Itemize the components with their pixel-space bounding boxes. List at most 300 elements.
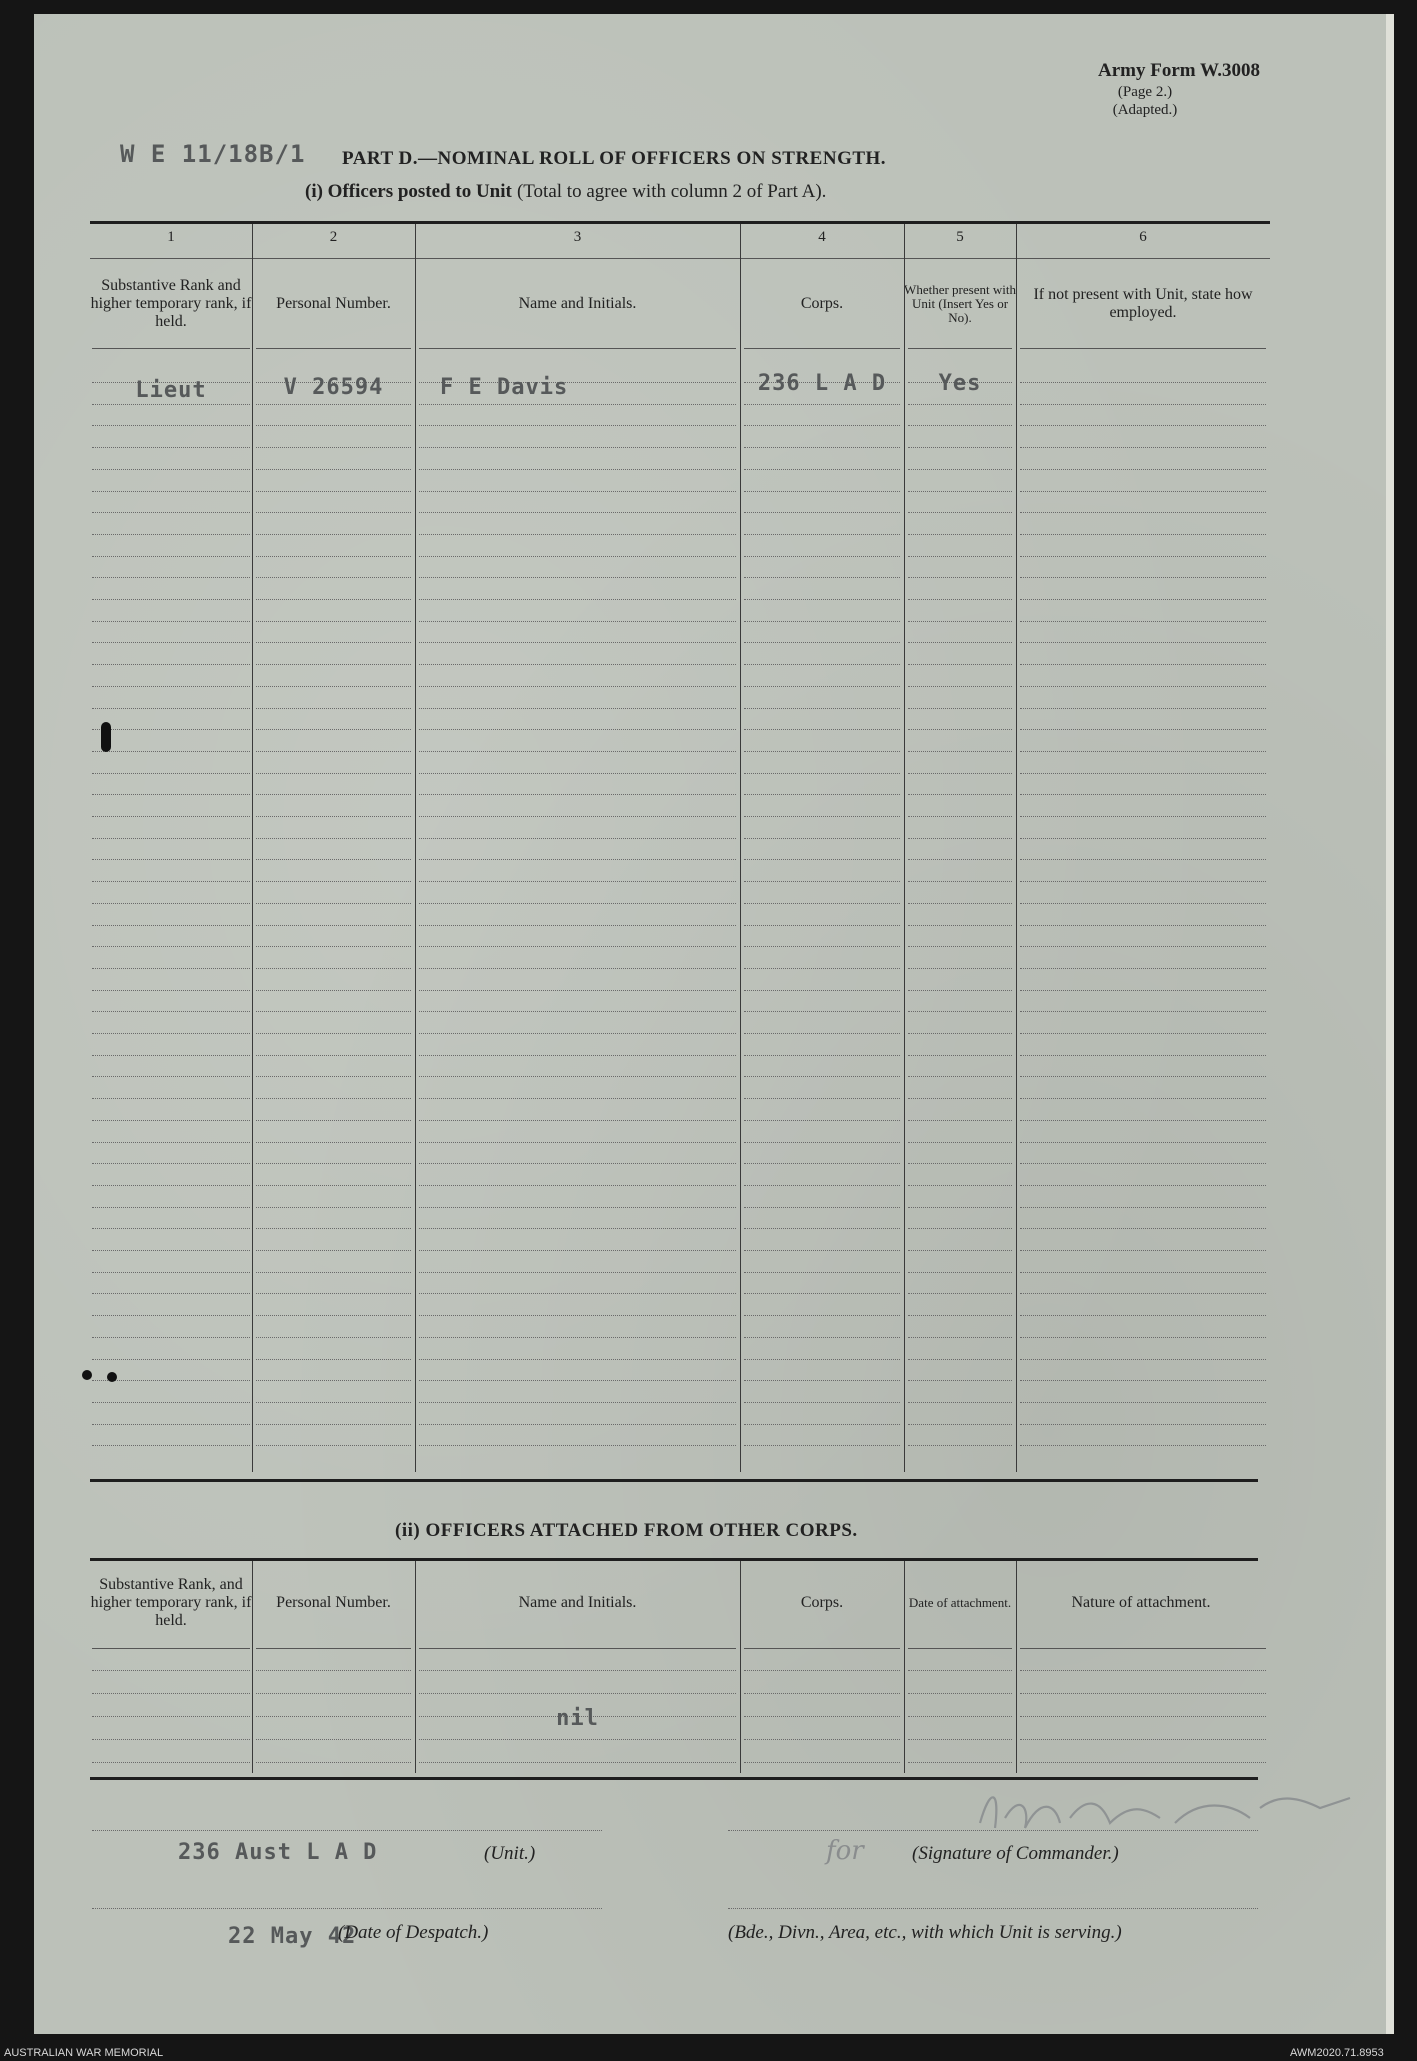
table1-row-rule [744,1272,900,1273]
table1-row-rule [256,664,411,665]
table1-row-rule [744,577,900,578]
table1-row-rule [1020,1185,1266,1186]
table1-row-rule [908,1120,1012,1121]
table1-row-rule [92,1163,250,1164]
table1-row-rule [744,794,900,795]
table1-row-rule [1020,1207,1266,1208]
table1-row-rule [744,816,900,817]
table1-row-rule [744,1315,900,1316]
table1-row-rule [256,469,411,470]
table1-row-rule [92,599,250,600]
table1-row-rule [92,686,250,687]
table1-row-rule [419,708,736,709]
table1-number-rule [90,258,1270,259]
table1-row-rule [419,1120,736,1121]
part-d-title: PART D.—NOMINAL ROLL OF OFFICERS ON STRENGTH. [342,148,887,169]
table1-row-rule [1020,1120,1266,1121]
table1-row-rule [419,534,736,535]
table1-row-rule [92,816,250,817]
table1-row-rule [92,903,250,904]
header-present: Whether present with Unit (Insert Yes or No). [904,282,1016,325]
table1-row-rule [1020,1272,1266,1273]
table1-row-rule [256,903,411,904]
table1-row-rule [256,859,411,860]
table1-row-rule [908,534,1012,535]
table1-row-rule [908,1359,1012,1360]
table1-row-rule [1020,512,1266,513]
sheet-edge [1386,14,1394,2034]
table1-row-rule [744,1402,900,1403]
punch-hole-mark [101,722,111,752]
table1-row-rule [256,1293,411,1294]
table1-row-rule [744,903,900,904]
table1-row-rule [256,599,411,600]
part-d-subtitle [305,181,1065,203]
table1-row-rule [256,1445,411,1446]
table1-row-rule [908,577,1012,578]
table1-row-rule [908,642,1012,643]
table1-row-rule [419,404,736,405]
table1-row-rule [419,1445,736,1446]
t2-header-rank: Substantive Rank, and higher temporary rank, if held. [90,1576,252,1629]
table1-row-rule [419,1207,736,1208]
archive-id: AWM2020.71.8953 [1290,2047,1384,2059]
table1-row-rule [744,1359,900,1360]
table1-row-rule [908,1315,1012,1316]
table1-row-rule [256,577,411,578]
table1-row-rule [1020,968,1266,969]
table1-row-rule [908,491,1012,492]
table1-row-rule [419,881,736,882]
table1-row-rule [1020,599,1266,600]
table1-row-rule [92,838,250,839]
table1-row-rule [256,1337,411,1338]
table1-row-rule [908,946,1012,947]
table1-row-rule [1020,534,1266,535]
table1-row-rule [1020,990,1266,991]
table1-row-rule [1020,556,1266,557]
table1-row-rule [256,642,411,643]
table1-row-rule [256,1163,411,1164]
table1-row-rule [744,968,900,969]
table1-row-rule [92,1228,250,1229]
table1-row-rule [419,968,736,969]
hdr-sep-4 [744,348,900,349]
table1-row-rule [419,1055,736,1056]
table1-row-rule [908,469,1012,470]
table1-row-rule [92,1185,250,1186]
table1-row-rule [1020,686,1266,687]
table1-row-rule [256,1424,411,1425]
table1-row-rule [92,1076,250,1077]
t2-header-date: Date of attachment. [908,1595,1012,1610]
table1-row-rule [744,642,900,643]
table1-row-rule [419,1250,736,1251]
table1-row-rule [1020,577,1266,578]
table2-row-rule [908,1762,1012,1763]
table2-row-rule [256,1739,411,1740]
form-adapted: (Adapted.) [1112,102,1178,118]
table1-row-rule [1020,1228,1266,1229]
table1-row-rule [419,946,736,947]
table1-row-rule [92,1250,250,1251]
hdr-sep-2 [256,348,411,349]
table2-row-rule [92,1762,250,1763]
table1-row-rule [92,425,250,426]
table1-row-rule [1020,664,1266,665]
table1-row-rule [908,1033,1012,1034]
table1-row-rule [744,1228,900,1229]
table2-row-rule [744,1716,900,1717]
table1-row-rule [1020,816,1266,817]
table1-row-rule [908,1207,1012,1208]
table1-row-rule [419,1011,736,1012]
table2-row-rule [419,1670,736,1671]
table1-row-rule [92,990,250,991]
table1-row-rule [92,642,250,643]
table1-row-rule [256,794,411,795]
table1-row-rule [92,1293,250,1294]
table1-row-rule [419,1402,736,1403]
table1-row-rule [419,1098,736,1099]
bde-label: (Bde., Divn., Area, etc., with which Unit is serving.) [728,1922,1122,1943]
col-number-5: 5 [956,229,964,245]
table1-row-rule [908,773,1012,774]
table1-row-rule [908,1293,1012,1294]
table1-row-rule [1020,1011,1266,1012]
unit-dotted-top [92,1830,602,1831]
col-number-2: 2 [329,229,338,245]
header-employed: If not present with Unit, state how employed. [1033,286,1253,321]
table1-row-rule [256,1228,411,1229]
table1-row-rule [256,447,411,448]
table1-row-rule [744,1120,900,1121]
table2-row-rule [744,1762,900,1763]
table1-row-rule [256,1120,411,1121]
table1-row-rule [908,903,1012,904]
table1-row-rule [419,1337,736,1338]
table1-row-rule [92,1315,250,1316]
table1-row-rule [419,1228,736,1229]
signature-dotted-bottom [728,1908,1258,1909]
table1-row-rule [1020,1055,1266,1056]
table2-row-rule [256,1716,411,1717]
table1-row-rule [1020,1315,1266,1316]
table2-row-rule [92,1670,250,1671]
table1-row-rule [256,1098,411,1099]
table1-row-rule [908,1142,1012,1143]
table1-row-rule [744,859,900,860]
table1-row-rule [908,968,1012,969]
table1-row-rule [92,404,250,405]
table1-row-rule [908,556,1012,557]
table1-row-rule [92,1055,250,1056]
table1-row-rule [92,491,250,492]
table1-row-rule [419,1163,736,1164]
table1-row-rule [908,1163,1012,1164]
table1-row-rule [92,512,250,513]
table1-row-rule [92,1337,250,1338]
table1-row-rule [908,664,1012,665]
table1-row-rule [744,447,900,448]
table1-row-rule [744,556,900,557]
entry-corps: 236 L A D [757,371,887,396]
table1-row-rule [256,1011,411,1012]
table1-row-rule [908,816,1012,817]
table1-row-rule [92,751,250,752]
table1-row-rule [908,425,1012,426]
table1-row-rule [92,1011,250,1012]
table1-row-rule [256,881,411,882]
header-corps: Corps. [800,295,844,312]
table2-row-rule [1020,1739,1266,1740]
table1-row-rule [744,1055,900,1056]
table1-row-rule [1020,447,1266,448]
unit-value: 236 Aust L A D [178,1840,378,1865]
table1-row-rule [92,1120,250,1121]
unit-label: (Unit.) [484,1843,536,1864]
table1-row-rule [419,1293,736,1294]
table1-row-rule [1020,751,1266,752]
part-ii-title: (ii) OFFICERS ATTACHED FROM OTHER CORPS. [395,1520,858,1541]
table2-top-rule [90,1558,1258,1561]
table1-row-rule [419,664,736,665]
t2-header-nature: Nature of attachment. [1071,1594,1211,1611]
table1-row-rule [256,816,411,817]
table1-row-rule [744,425,900,426]
table1-row-rule [92,577,250,578]
table1-row-rule [744,773,900,774]
table1-row-rule [744,1185,900,1186]
table1-row-rule [1020,946,1266,947]
table1-row-rule [256,925,411,926]
table1-row-rule [256,946,411,947]
table1-row-rule [744,1207,900,1208]
table1-row-rule [419,1033,736,1034]
table1-row-rule [1020,729,1266,730]
table1-row-rule [744,1250,900,1251]
table1-row-rule [92,447,250,448]
entry-present: Yes [938,371,982,396]
table1-row-rule [92,1272,250,1273]
table2-row-rule [256,1670,411,1671]
table1-row-rule [744,990,900,991]
t2-header-corps: Corps. [800,1594,844,1611]
table1-row-rule [419,512,736,513]
table1-row-rule [1020,1250,1266,1251]
table2-row-rule [1020,1670,1266,1671]
table1-row-rule [908,621,1012,622]
table2-row-rule [419,1693,736,1694]
table2-vline-4 [904,1561,905,1773]
table1-row-rule [908,925,1012,926]
table1-row-rule [1020,1033,1266,1034]
table1-row-rule [92,1142,250,1143]
table1-row-rule [908,447,1012,448]
table1-row-rule [908,1337,1012,1338]
table1-row-rule [256,838,411,839]
table1-row-rule [908,1228,1012,1229]
table1-row-rule [92,556,250,557]
table1-row-rule [908,404,1012,405]
table1-row-rule [256,1076,411,1077]
table1-row-rule [908,599,1012,600]
table1-row-rule [1020,1424,1266,1425]
unit-dotted-bottom [92,1908,602,1909]
table1-row-rule [256,491,411,492]
table1-row-rule [419,425,736,426]
table2-row-rule [1020,1693,1266,1694]
table1-row-rule [92,1033,250,1034]
table1-row-rule [419,686,736,687]
table1-row-rule [92,773,250,774]
table1-row-rule [92,1445,250,1446]
table1-row-rule [419,556,736,557]
table1-vline-4 [904,224,905,1472]
table1-row-rule [256,512,411,513]
table2-row-rule [256,1762,411,1763]
table2-row-rule [1020,1716,1266,1717]
table1-row-rule [1020,925,1266,926]
table1-row-rule [744,1380,900,1381]
table1-row-rule [908,990,1012,991]
table1-row-rule [256,1359,411,1360]
table1-row-rule [744,534,900,535]
table1-row-rule [1020,382,1266,383]
table1-row-rule [92,946,250,947]
signature-label: (Signature of Commander.) [912,1843,1119,1864]
table1-row-rule [1020,1163,1266,1164]
table1-row-rule [419,1380,736,1381]
table1-row-rule [256,1250,411,1251]
t2-header-personal-number: Personal Number. [276,1594,391,1611]
table1-row-rule [256,968,411,969]
t2-hdr-sep-6 [1020,1648,1266,1649]
table1-row-rule [744,925,900,926]
commander-signature [960,1778,1380,1848]
table1-row-rule [1020,838,1266,839]
table1-row-rule [908,859,1012,860]
table1-row-rule [908,1272,1012,1273]
table1-vline-5 [1016,224,1017,1472]
table1-row-rule [744,1076,900,1077]
table1-row-rule [419,599,736,600]
table2-row-rule [92,1693,250,1694]
table1-row-rule [256,773,411,774]
table1-row-rule [419,1315,736,1316]
table1-row-rule [908,1445,1012,1446]
table1-row-rule [256,729,411,730]
t2-hdr-sep-4 [744,1648,900,1649]
table1-row-rule [1020,1402,1266,1403]
table1-row-rule [92,925,250,926]
table1-row-rule [1020,491,1266,492]
table1-row-rule [744,1337,900,1338]
table1-row-rule [744,1033,900,1034]
table1-row-rule [1020,404,1266,405]
table2-row-rule [92,1716,250,1717]
table1-row-rule [744,708,900,709]
table1-row-rule [908,708,1012,709]
table2-vline-5 [1016,1561,1017,1773]
table2-vline-3 [740,1561,741,1773]
table1-row-rule [908,1011,1012,1012]
table1-row-rule [1020,469,1266,470]
table1-row-rule [256,686,411,687]
table1-row-rule [1020,1359,1266,1360]
table1-row-rule [744,469,900,470]
subtitle-rest: (Total to agree with column 2 of Part A). [516,181,827,202]
table1-row-rule [1020,881,1266,882]
table1-row-rule [419,773,736,774]
table1-row-rule [744,1098,900,1099]
table1-row-rule [908,1185,1012,1186]
table2-row-rule [419,1739,736,1740]
table1-row-rule [256,404,411,405]
t2-entry-nil: nil [556,1706,599,1731]
table1-row-rule [419,729,736,730]
table1-row-rule [908,1424,1012,1425]
table1-row-rule [419,1142,736,1143]
table1-row-rule [92,1424,250,1425]
table1-row-rule [908,881,1012,882]
col-number-4: 4 [818,229,826,245]
table1-row-rule [419,642,736,643]
table1-row-rule [744,491,900,492]
table1-row-rule [419,903,736,904]
table1-row-rule [256,1055,411,1056]
table2-row-rule [908,1716,1012,1717]
t2-hdr-sep-2 [256,1648,411,1649]
table1-row-rule [419,621,736,622]
date-value: 22 May 42 [228,1924,357,1949]
table1-row-rule [908,1380,1012,1381]
table1-bottom-rule [90,1479,1258,1482]
hdr-sep-6 [1020,348,1266,349]
table1-row-rule [744,946,900,947]
table2-row-rule [256,1693,411,1694]
table1-row-rule [256,1380,411,1381]
table1-row-rule [419,816,736,817]
t2-hdr-sep-1 [92,1648,250,1649]
entry-name: F E Davis [440,375,569,400]
table1-row-rule [419,990,736,991]
table2-row-rule [908,1739,1012,1740]
table1-row-rule [744,1011,900,1012]
table1-row-rule [744,838,900,839]
table1-row-rule [1020,1380,1266,1381]
table1-row-rule [92,859,250,860]
table1-row-rule [744,1142,900,1143]
hdr-sep-1 [92,348,250,349]
table1-row-rule [256,751,411,752]
table1-row-rule [1020,642,1266,643]
table2-row-rule [744,1670,900,1671]
table1-row-rule [92,621,250,622]
table1-row-rule [256,1272,411,1273]
table1-row-rule [419,925,736,926]
table1-row-rule [419,491,736,492]
table2-vline-2 [415,1561,416,1773]
table1-row-rule [744,404,900,405]
archive-credit: AUSTRALIAN WAR MEMORIAL [4,2047,164,2059]
table1-vline-1 [252,224,253,1472]
table2-row-rule [92,1739,250,1740]
table1-row-rule [92,534,250,535]
table1-row-rule [1020,773,1266,774]
table1-row-rule [744,751,900,752]
table1-row-rule [256,534,411,535]
